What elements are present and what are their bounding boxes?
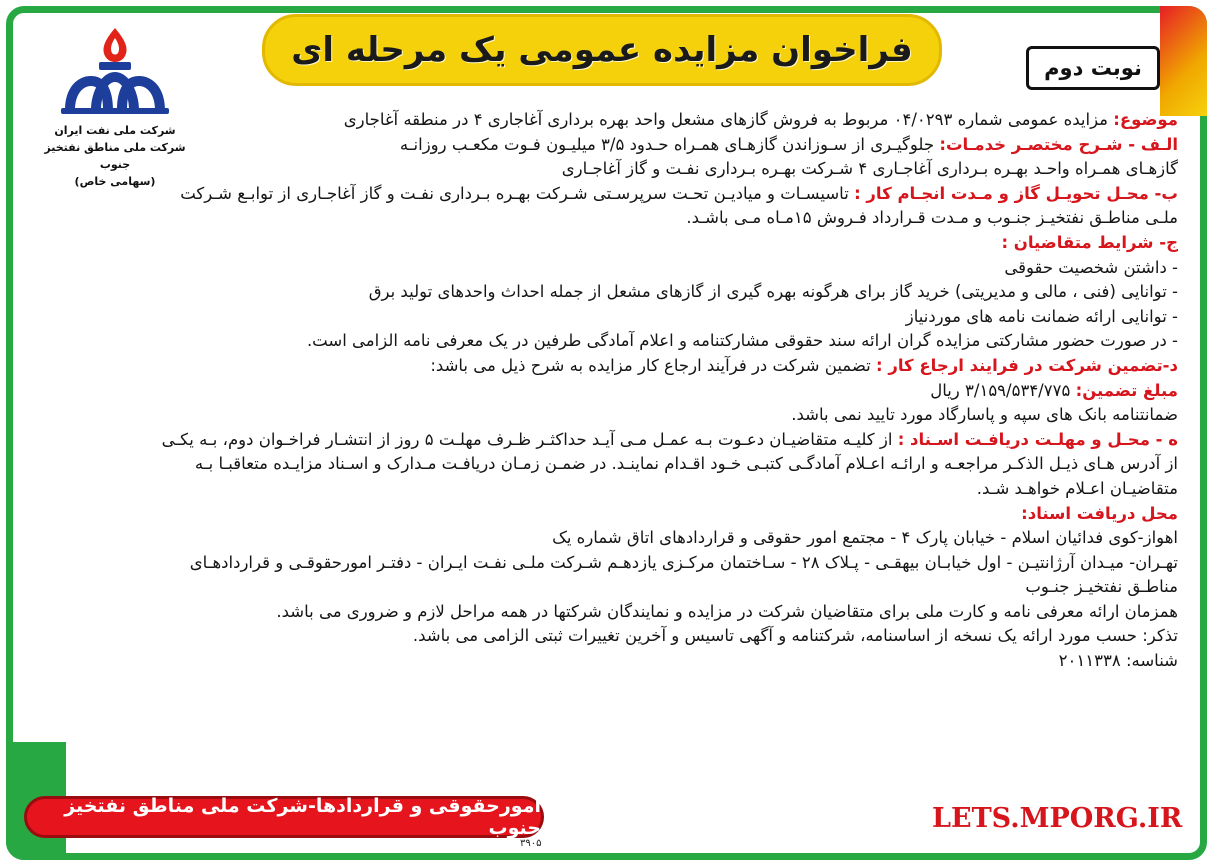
- list-item: - داشتن شخصیت حقوقی: [1004, 257, 1178, 277]
- corner-decoration: [1160, 6, 1207, 116]
- guarantee-amount: ۳/۱۵۹/۵۳۴/۷۷۵: [965, 380, 1071, 400]
- oil-company-logo-icon: [55, 24, 175, 116]
- guarantee-label: مبلغ تضمین:: [1075, 380, 1178, 400]
- section-b-text: تاسیسـات و میادیـن تحـت سرپرسـتی شـرکت بهـره بـرداری نفـت و گاز آغاجـاری از توابـع شـرکت: [180, 183, 849, 203]
- guarantee-note: ضمانتنامه بانک های سپه و پاسارگاد مورد تایید نمی باشد.: [791, 405, 1178, 425]
- guarantee-unit: ریال: [930, 380, 960, 400]
- section-b-text: ملـی مناطـق نفتخیـز جنـوب و مـدت قـرارداد فـروش ۱۵مـاه مـی باشـد.: [686, 208, 1178, 228]
- subject-line: [20, 108, 1178, 133]
- list-item: - توانایی (فنی ، مالی و مدیریتی) خرید گاز برای هرگونه بهره گیری از گازهای مشعل از جمله احداث واحدهای تولید برق: [368, 282, 1178, 302]
- section-a-line: [20, 157, 1178, 182]
- notice-id: [20, 649, 1178, 674]
- ad-code: ۳۹۰۵: [520, 838, 542, 849]
- subject-text: مزایده عمومی شماره ۰۴/۰۲۹۳ مربوط به فروش گازهای مشعل واحد بهره برداری آغاجاری ۴ در منطقه آغاجاری: [343, 110, 1109, 129]
- section-d-text: تضمین شرکت در فرآیند ارجاع کار مزایده به شرح ذیل می باشد:: [430, 355, 871, 375]
- docs-place-label: محل دریافت اسناد:: [1021, 503, 1178, 523]
- address-tehran: مناطـق نفتخیـز جنـوب: [1025, 577, 1178, 597]
- section-c-heading: [20, 231, 1178, 256]
- company-name-2: شرکت ملی مناطق نفتخیز جنوب: [44, 141, 186, 171]
- website-link[interactable]: LETS.MPORG.IR: [932, 803, 1183, 834]
- guarantee-line: [20, 379, 1178, 404]
- org-banner: امورحقوقی و قراردادها-شرکت ملی مناطق نفتخیز جنوب: [24, 796, 544, 838]
- company-type: (سهامی خاص): [74, 175, 156, 188]
- section-b-line: [20, 182, 1178, 207]
- section-c-label: ج- شرایط متقاضیان :: [1001, 232, 1178, 252]
- section-d-line: [20, 354, 1178, 379]
- section-e-line: متقاضیـان اعـلام خواهـد شـد.: [976, 478, 1178, 498]
- section-e-text: از کلیـه متقاضیـان دعـوت بـه عمـل مـی آیـد حداکثـر ظـرف مهلـت ۵ روز از انتشـار فراخـوان دوم، بـه یکـی: [161, 429, 893, 449]
- address-tehran: تهـران- میـدان آرژانتیـن - اول خیابـان بیهقـی - پـلاک ۲۸ - سـاختمان مرکـزی یازدهـم شـرکت ملـی نفـت ایـران - دفتـر امورحقوقـی و قراردادهـای: [189, 552, 1178, 572]
- section-a-text: گازهـای همـراه واحـد بهـره بـرداری آغاجـاری ۴ شـرکت بهـره بـرداری نفـت و گاز آغاجـاری: [561, 159, 1178, 179]
- section-e-line: از آدرس هـای ذیـل الذکـر مراجعـه و ارائـه اعـلام آمادگـی کتبـی خـود اقـدام نماینـد. در ضمـن زمـان دریافـت مـدارک و اسـناد مزایـده متعاقبـا بـه: [194, 454, 1178, 474]
- note-line: تذکر: حسب مورد ارائه یک نسخه از اساسنامه، شرکتنامه و آگهی تاسیس و آخرین تغییرات ثبتی الزامی می باشد.: [412, 626, 1178, 646]
- company-name-1: شرکت ملی نفت ایران: [54, 124, 176, 137]
- address-ahvaz: اهواز-کوی فدائیان اسلام - خیابان پارک ۴ - مجتمع امور حقوقی و قراردادهای اتاق شماره یک: [552, 528, 1178, 548]
- section-e-label: ه - محـل و مهلـت دریافـت اسـناد :: [897, 429, 1178, 449]
- section-b-line: [20, 206, 1178, 231]
- list-item: - توانایی ارائه ضمانت نامه های موردنیاز: [905, 306, 1178, 326]
- section-e-line: [20, 428, 1178, 453]
- section-a-text: جلوگیـری از سـوزاندن گازهـای همـراه حـدود ۳/۵ میلیـون فـوت مکعـب روزانـه: [399, 134, 935, 154]
- subject-label: موضوع:: [1113, 110, 1178, 129]
- docs-place-heading: [20, 502, 1178, 527]
- section-a-line: [20, 133, 1178, 158]
- notice-id-label: شناسه:: [1125, 651, 1178, 671]
- section-a-label: الـف - شـرح مختصـر خدمـات:: [939, 134, 1178, 154]
- section-d-label: د-تضمین شرکت در فرایند ارجاع کار :: [876, 355, 1178, 375]
- notice-id-value: ۲۰۱۱۳۳۸: [1058, 651, 1121, 671]
- notice-body: [20, 108, 1178, 674]
- page-title: فراخوان مزایده عمومی یک مرحله ای: [291, 30, 913, 70]
- title-banner: [262, 14, 942, 86]
- note-line: همزمان ارائه معرفی نامه و کارت ملی برای متقاضیان شرکت در مزایده و نمایندگان شرکتها در همه مراحل لازم و ضروری می باشد.: [276, 601, 1178, 621]
- list-item: - در صورت حضور مشارکتی مزایده گران ارائه سند حقوقی مشارکتنامه و اعلام آمادگی طرفین در یک معرفی نامه الزامی است.: [306, 331, 1178, 351]
- section-b-label: ب- محـل تحویـل گاز و مـدت انجـام کار :: [854, 183, 1178, 203]
- round-badge: نوبت دوم: [1026, 46, 1160, 90]
